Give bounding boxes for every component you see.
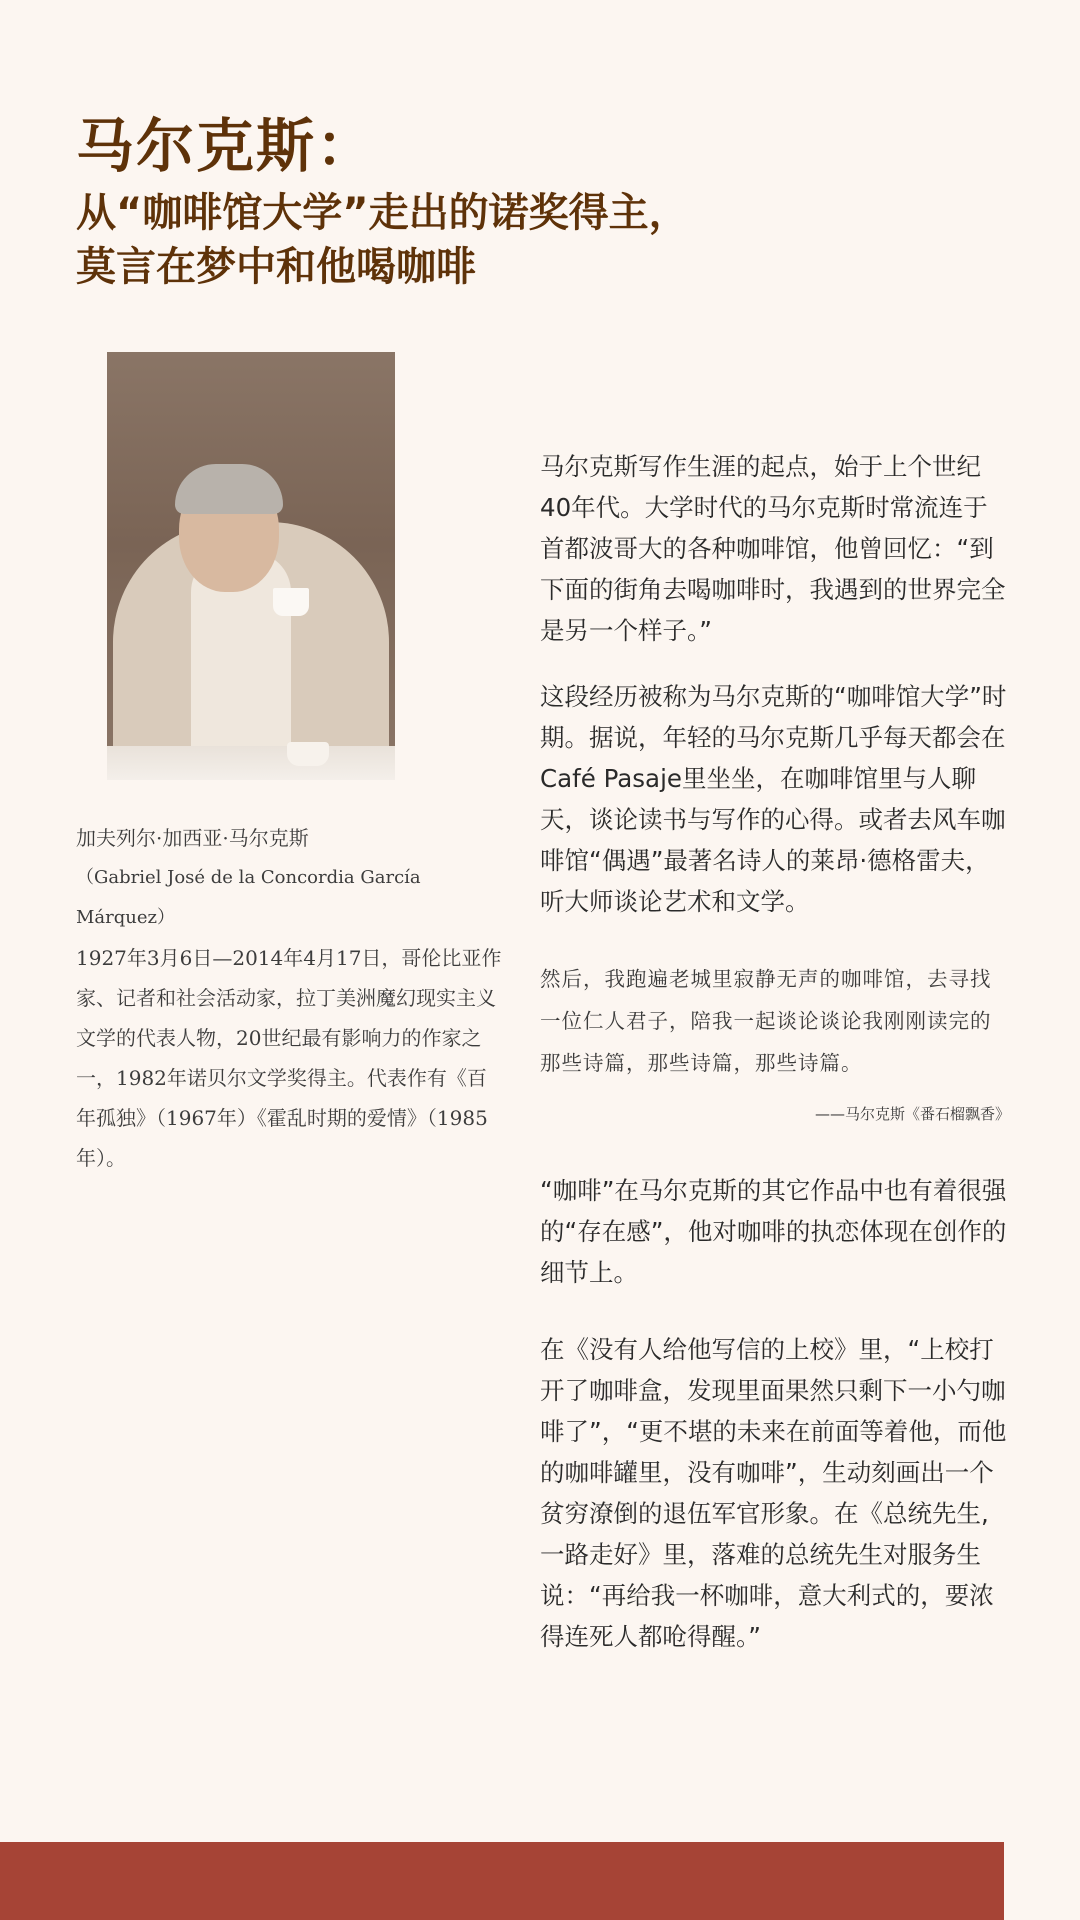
title-line-2: 从“咖啡馆大学”走出的诺奖得主， xyxy=(76,190,689,236)
caption-name-latin: （Gabriel José de la Concordia García Márquez） xyxy=(76,867,421,928)
portrait-photo xyxy=(107,352,395,780)
photo-caption xyxy=(76,818,506,1178)
photo-hair-shape xyxy=(175,464,283,514)
photo-table-shape xyxy=(107,746,395,780)
coffee-cup-icon xyxy=(273,588,309,616)
article-paragraph-4: 在《没有人给他写信的上校》里，“上校打开了咖啡盒，发现里面果然只剩下一小勺咖啡了”，“更不堪的未来在前面等着他，而他的咖啡罐里，没有咖啡”，生动刻画出一个贫穷潦倒的退伍军官形象。在《总统先生,一路走好》里，落难的总统先生对服务生说：“再给我一杯咖啡，意大利式的，要浓得连死人都呛得醒。” xyxy=(540,1335,1007,1651)
article-body xyxy=(540,446,1010,1657)
article-paragraph-1: 马尔克斯写作生涯的起点，始于上个世纪40年代。大学时代的马尔克斯时常流连于首都波哥大的各种咖啡馆，他曾回忆：“到下面的街角去喝咖啡时，我遇到的世界完全是另一个样子。” xyxy=(540,452,1006,645)
block-quote: 然后，我跑遍老城里寂静无声的咖啡馆，去寻找一位仁人君子，陪我一起谈论谈论我刚刚读完的那些诗篇，那些诗篇，那些诗篇。 xyxy=(540,967,992,1075)
caption-name-cn: 加夫列尔·加西亚·马尔克斯 xyxy=(76,826,309,850)
page-title xyxy=(76,112,1036,294)
article-paragraph-3: “咖啡”在马尔克斯的其它作品中也有着很强的“存在感”，他对咖啡的执恋体现在创作的细节上。 xyxy=(540,1176,1007,1287)
title-line-3: 莫言在梦中和他喝咖啡 xyxy=(76,244,476,290)
footer-bar xyxy=(0,1842,1004,1920)
title-line-1: 马尔克斯： xyxy=(76,112,377,180)
quote-source: ——马尔克斯《番石榴飘香》 xyxy=(814,1105,1010,1123)
caption-bio: 1927年3月6日—2014年4月17日，哥伦比亚作家、记者和社会活动家，拉丁美洲魔幻现实主义文学的代表人物，20世纪最有影响力的作家之一，1982年诺贝尔文学奖得主。代表作有《百年孤独》（1967年）《霍乱时期的爱情》（1985年）。 xyxy=(76,946,502,1170)
saucer-cup-icon xyxy=(287,742,329,766)
article-paragraph-2: 这段经历被称为马尔克斯的“咖啡馆大学”时期。据说，年轻的马尔克斯几乎每天都会在Café Pasaje里坐坐，在咖啡馆里与人聊天，谈论读书与写作的心得。或者去风车咖啡馆“偶遇”最著名诗人的莱昂·德格雷夫，听大师谈论艺术和文学。 xyxy=(540,682,1007,916)
